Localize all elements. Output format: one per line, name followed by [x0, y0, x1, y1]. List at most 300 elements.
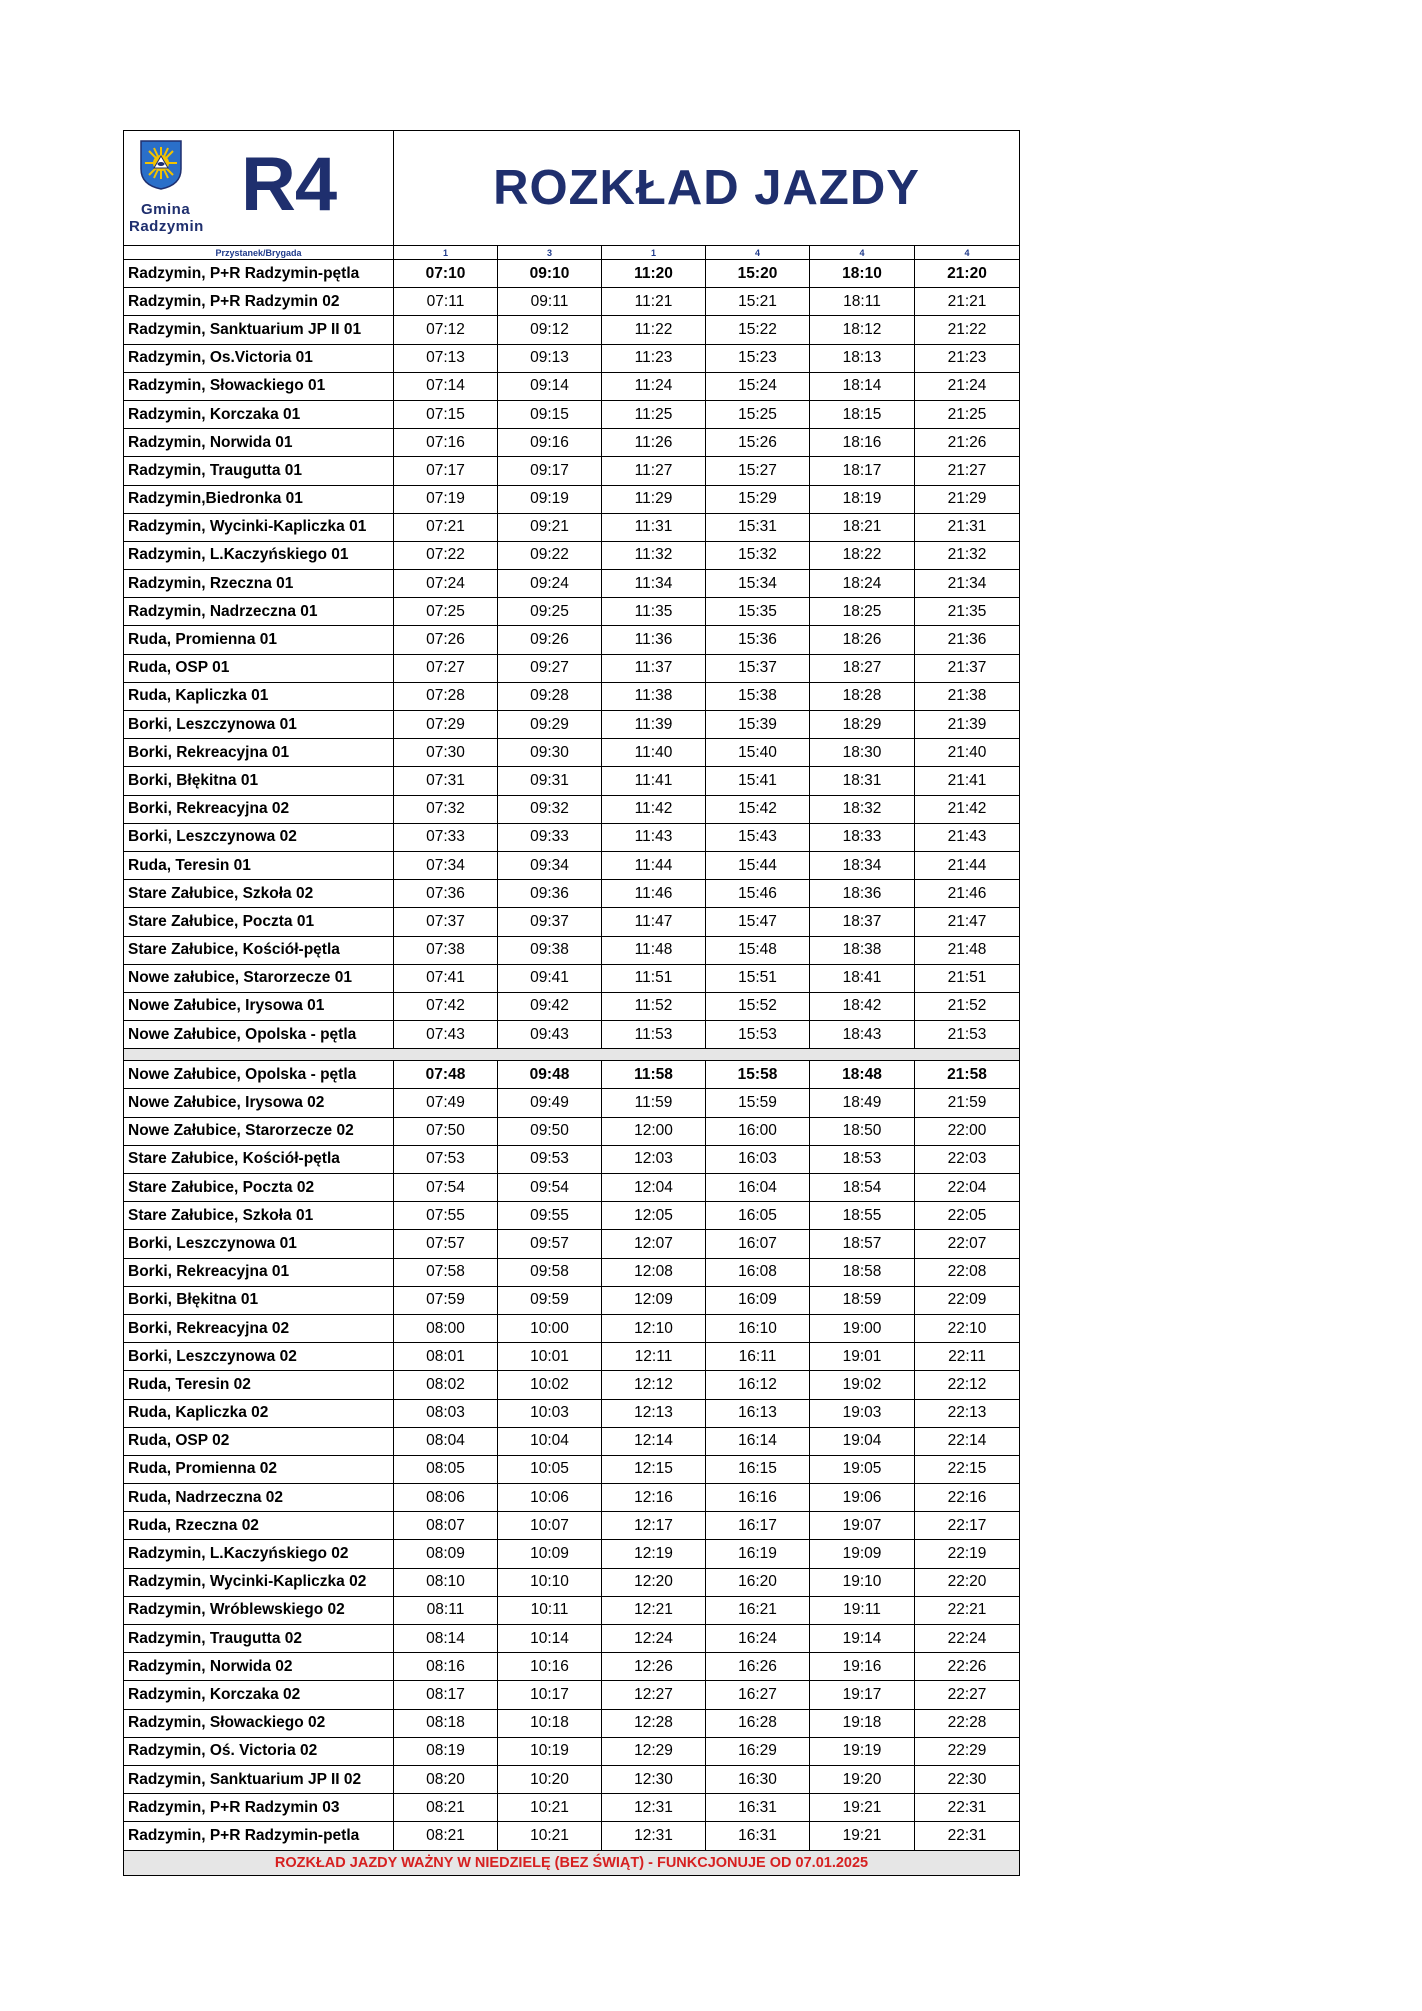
- departure-time: 07:41: [394, 964, 498, 992]
- stop-name: Ruda, Promienna 01: [124, 626, 394, 654]
- departure-time: 07:50: [394, 1117, 498, 1145]
- departure-time: 16:14: [706, 1427, 810, 1455]
- departure-time: 22:21: [915, 1596, 1020, 1624]
- departure-time: 15:38: [706, 682, 810, 710]
- departure-time: 09:48: [498, 1061, 602, 1089]
- departure-time: 11:43: [602, 823, 706, 851]
- timetable-row: [124, 1371, 1020, 1399]
- departure-time: 09:34: [498, 851, 602, 879]
- timetable-row: [124, 1512, 1020, 1540]
- departure-time: 11:58: [602, 1061, 706, 1089]
- departure-time: 21:32: [915, 541, 1020, 569]
- departure-time: 12:11: [602, 1343, 706, 1371]
- departure-time: 10:10: [498, 1568, 602, 1596]
- departure-time: 10:19: [498, 1737, 602, 1765]
- departure-time: 21:37: [915, 654, 1020, 682]
- departure-time: 11:27: [602, 457, 706, 485]
- departure-time: 22:14: [915, 1427, 1020, 1455]
- departure-time: 16:31: [706, 1822, 810, 1850]
- departure-time: 16:12: [706, 1371, 810, 1399]
- departure-time: 07:55: [394, 1202, 498, 1230]
- departure-time: 11:29: [602, 485, 706, 513]
- timetable-row: [124, 654, 1020, 682]
- stop-name: Stare Załubice, Kościół-pętla: [124, 1145, 394, 1173]
- timetable-row: [124, 682, 1020, 710]
- departure-time: 08:02: [394, 1371, 498, 1399]
- stop-name: Ruda, Nadrzeczna 02: [124, 1484, 394, 1512]
- departure-time: 18:37: [810, 908, 915, 936]
- departure-time: 08:03: [394, 1399, 498, 1427]
- departure-time: 22:29: [915, 1737, 1020, 1765]
- stop-name: Ruda, Teresin 02: [124, 1371, 394, 1399]
- departure-time: 18:29: [810, 711, 915, 739]
- timetable-row: [124, 992, 1020, 1020]
- departure-time: 09:16: [498, 429, 602, 457]
- departure-time: 08:16: [394, 1653, 498, 1681]
- stop-name: Radzymin, Norwida 01: [124, 429, 394, 457]
- logo-cell: [124, 131, 394, 246]
- departure-time: 19:11: [810, 1596, 915, 1624]
- departure-time: 09:59: [498, 1286, 602, 1314]
- stop-name: Borki, Leszczynowa 01: [124, 1230, 394, 1258]
- departure-time: 09:13: [498, 344, 602, 372]
- stop-name: Radzymin, Korczaka 02: [124, 1681, 394, 1709]
- departure-time: 09:25: [498, 598, 602, 626]
- departure-time: 21:21: [915, 288, 1020, 316]
- departure-time: 18:38: [810, 936, 915, 964]
- departure-time: 22:07: [915, 1230, 1020, 1258]
- departure-time: 16:24: [706, 1625, 810, 1653]
- departure-time: 11:31: [602, 513, 706, 541]
- departure-time: 15:32: [706, 541, 810, 569]
- municipality-name-line1: Gmina: [141, 201, 191, 218]
- departure-time: 15:22: [706, 316, 810, 344]
- timetable-row: [124, 513, 1020, 541]
- departure-time: 12:08: [602, 1258, 706, 1286]
- departure-time: 10:03: [498, 1399, 602, 1427]
- departure-time: 15:36: [706, 626, 810, 654]
- departure-time: 15:44: [706, 851, 810, 879]
- departure-time: 16:05: [706, 1202, 810, 1230]
- departure-time: 10:04: [498, 1427, 602, 1455]
- departure-time: 18:24: [810, 570, 915, 598]
- departure-time: 19:14: [810, 1625, 915, 1653]
- departure-time: 18:17: [810, 457, 915, 485]
- stop-name: Stare Załubice, Szkoła 02: [124, 880, 394, 908]
- departure-time: 10:17: [498, 1681, 602, 1709]
- departure-time: 15:46: [706, 880, 810, 908]
- departure-time: 09:24: [498, 570, 602, 598]
- departure-time: 07:24: [394, 570, 498, 598]
- departure-time: 22:05: [915, 1202, 1020, 1230]
- stop-name: Stare Załubice, Poczta 01: [124, 908, 394, 936]
- departure-time: 19:17: [810, 1681, 915, 1709]
- departure-time: 10:14: [498, 1625, 602, 1653]
- timetable-row: [124, 1568, 1020, 1596]
- departure-time: 12:14: [602, 1427, 706, 1455]
- departure-time: 07:42: [394, 992, 498, 1020]
- departure-time: 12:15: [602, 1455, 706, 1483]
- departure-time: 18:28: [810, 682, 915, 710]
- departure-time: 21:43: [915, 823, 1020, 851]
- timetable-row: [124, 400, 1020, 428]
- timetable-row: [124, 767, 1020, 795]
- departure-time: 19:09: [810, 1540, 915, 1568]
- stop-name: Radzymin, P+R Radzymin-petla: [124, 1822, 394, 1850]
- departure-time: 12:12: [602, 1371, 706, 1399]
- departure-time: 11:23: [602, 344, 706, 372]
- stop-name: Radzymin, Oś. Victoria 02: [124, 1737, 394, 1765]
- departure-time: 08:11: [394, 1596, 498, 1624]
- departure-time: 15:37: [706, 654, 810, 682]
- departure-time: 19:19: [810, 1737, 915, 1765]
- departure-time: 16:08: [706, 1258, 810, 1286]
- departure-time: 11:26: [602, 429, 706, 457]
- departure-time: 15:43: [706, 823, 810, 851]
- separator-cell: [124, 1049, 1020, 1061]
- departure-time: 09:19: [498, 485, 602, 513]
- departure-time: 09:17: [498, 457, 602, 485]
- departure-time: 15:23: [706, 344, 810, 372]
- departure-time: 15:27: [706, 457, 810, 485]
- departure-time: 16:10: [706, 1314, 810, 1342]
- departure-time: 07:32: [394, 795, 498, 823]
- timetable-row: [124, 1314, 1020, 1342]
- timetable-row: [124, 964, 1020, 992]
- stop-name: Radzymin, P+R Radzymin-pętla: [124, 260, 394, 288]
- departure-time: 21:53: [915, 1021, 1020, 1049]
- departure-time: 07:49: [394, 1089, 498, 1117]
- departure-time: 12:16: [602, 1484, 706, 1512]
- stop-name: Nowe załubice, Starorzecze 01: [124, 964, 394, 992]
- departure-time: 22:30: [915, 1765, 1020, 1793]
- departure-time: 18:27: [810, 654, 915, 682]
- departure-time: 09:14: [498, 372, 602, 400]
- departure-time: 11:38: [602, 682, 706, 710]
- brigade-number: 4: [915, 246, 1020, 260]
- departure-time: 07:28: [394, 682, 498, 710]
- departure-time: 09:43: [498, 1021, 602, 1049]
- departure-time: 16:11: [706, 1343, 810, 1371]
- timetable-row: [124, 372, 1020, 400]
- departure-time: 07:27: [394, 654, 498, 682]
- stop-name: Radzymin, Wycinki-Kapliczka 01: [124, 513, 394, 541]
- departure-time: 15:25: [706, 400, 810, 428]
- departure-time: 16:15: [706, 1455, 810, 1483]
- timetable-row: [124, 1174, 1020, 1202]
- departure-time: 22:20: [915, 1568, 1020, 1596]
- departure-time: 09:38: [498, 936, 602, 964]
- stop-name: Ruda, OSP 01: [124, 654, 394, 682]
- departure-time: 18:48: [810, 1061, 915, 1089]
- departure-time: 07:33: [394, 823, 498, 851]
- departure-time: 07:36: [394, 880, 498, 908]
- stop-name: Nowe Załubice, Opolska - pętla: [124, 1061, 394, 1089]
- stop-name: Borki, Rekreacyjna 01: [124, 1258, 394, 1286]
- departure-time: 19:16: [810, 1653, 915, 1681]
- departure-time: 12:20: [602, 1568, 706, 1596]
- departure-time: 16:04: [706, 1174, 810, 1202]
- brigade-number: 4: [810, 246, 915, 260]
- departure-time: 07:48: [394, 1061, 498, 1089]
- departure-time: 22:27: [915, 1681, 1020, 1709]
- departure-time: 21:25: [915, 400, 1020, 428]
- departure-time: 07:17: [394, 457, 498, 485]
- departure-time: 18:30: [810, 739, 915, 767]
- departure-time: 07:29: [394, 711, 498, 739]
- departure-time: 12:00: [602, 1117, 706, 1145]
- departure-time: 10:21: [498, 1822, 602, 1850]
- stop-name: Radzymin, Słowackiego 02: [124, 1709, 394, 1737]
- departure-time: 09:30: [498, 739, 602, 767]
- departure-time: 10:21: [498, 1794, 602, 1822]
- departure-time: 15:51: [706, 964, 810, 992]
- brigade-number: 1: [394, 246, 498, 260]
- departure-time: 15:29: [706, 485, 810, 513]
- departure-time: 18:25: [810, 598, 915, 626]
- departure-time: 08:20: [394, 1765, 498, 1793]
- timetable-row: [124, 1343, 1020, 1371]
- timetable-row: [124, 1089, 1020, 1117]
- departure-time: 19:06: [810, 1484, 915, 1512]
- stop-name: Radzymin, Traugutta 01: [124, 457, 394, 485]
- timetable-row: [124, 1286, 1020, 1314]
- timetable-row: [124, 1794, 1020, 1822]
- departure-time: 18:31: [810, 767, 915, 795]
- departure-time: 18:33: [810, 823, 915, 851]
- departure-time: 22:16: [915, 1484, 1020, 1512]
- brigade-number: 3: [498, 246, 602, 260]
- departure-time: 18:32: [810, 795, 915, 823]
- timetable-row: [124, 316, 1020, 344]
- stop-name: Radzymin, Os.Victoria 01: [124, 344, 394, 372]
- departure-time: 09:27: [498, 654, 602, 682]
- stop-name: Nowe Załubice, Starorzecze 02: [124, 1117, 394, 1145]
- departure-time: 15:42: [706, 795, 810, 823]
- departure-time: 12:19: [602, 1540, 706, 1568]
- timetable-row: [124, 1145, 1020, 1173]
- timetable-row: [124, 570, 1020, 598]
- departure-time: 10:11: [498, 1596, 602, 1624]
- stop-name: Radzymin, Słowackiego 01: [124, 372, 394, 400]
- departure-time: 10:16: [498, 1653, 602, 1681]
- departure-time: 09:53: [498, 1145, 602, 1173]
- departure-time: 12:27: [602, 1681, 706, 1709]
- timetable-row: [124, 1427, 1020, 1455]
- departure-time: 21:20: [915, 260, 1020, 288]
- departure-time: 10:18: [498, 1709, 602, 1737]
- departure-time: 12:28: [602, 1709, 706, 1737]
- departure-time: 16:27: [706, 1681, 810, 1709]
- stop-name: Radzymin, Traugutta 02: [124, 1625, 394, 1653]
- departure-time: 08:19: [394, 1737, 498, 1765]
- departure-time: 07:22: [394, 541, 498, 569]
- departure-time: 21:26: [915, 429, 1020, 457]
- departure-time: 22:31: [915, 1822, 1020, 1850]
- stop-name: Ruda, Teresin 01: [124, 851, 394, 879]
- departure-time: 21:41: [915, 767, 1020, 795]
- departure-time: 12:29: [602, 1737, 706, 1765]
- stop-name: Stare Załubice, Szkoła 01: [124, 1202, 394, 1230]
- departure-time: 12:30: [602, 1765, 706, 1793]
- direction-separator: [124, 1049, 1020, 1061]
- timetable-row: [124, 541, 1020, 569]
- departure-time: 11:21: [602, 288, 706, 316]
- departure-time: 21:31: [915, 513, 1020, 541]
- departure-time: 15:20: [706, 260, 810, 288]
- timetable-row: [124, 880, 1020, 908]
- departure-time: 11:34: [602, 570, 706, 598]
- departure-time: 16:13: [706, 1399, 810, 1427]
- timetable-row: [124, 1230, 1020, 1258]
- departure-time: 07:10: [394, 260, 498, 288]
- departure-time: 07:16: [394, 429, 498, 457]
- timetable-row: [124, 260, 1020, 288]
- departure-time: 09:29: [498, 711, 602, 739]
- departure-time: 15:31: [706, 513, 810, 541]
- timetable-row: [124, 344, 1020, 372]
- departure-time: 07:15: [394, 400, 498, 428]
- timetable-row: [124, 429, 1020, 457]
- departure-time: 19:05: [810, 1455, 915, 1483]
- departure-time: 21:35: [915, 598, 1020, 626]
- departure-time: 16:19: [706, 1540, 810, 1568]
- departure-time: 08:21: [394, 1822, 498, 1850]
- stop-name: Nowe Załubice, Irysowa 01: [124, 992, 394, 1020]
- stop-name: Nowe Załubice, Opolska - pętla: [124, 1021, 394, 1049]
- departure-time: 09:22: [498, 541, 602, 569]
- departure-time: 15:59: [706, 1089, 810, 1117]
- departure-time: 16:21: [706, 1596, 810, 1624]
- stop-name: Radzymin, Sanktuarium JP II 02: [124, 1765, 394, 1793]
- departure-time: 18:13: [810, 344, 915, 372]
- departure-time: 07:34: [394, 851, 498, 879]
- stop-name: Ruda, Rzeczna 02: [124, 1512, 394, 1540]
- timetable-row: [124, 1653, 1020, 1681]
- departure-time: 19:03: [810, 1399, 915, 1427]
- departure-time: 18:43: [810, 1021, 915, 1049]
- route-number: R4: [241, 142, 337, 227]
- departure-time: 18:12: [810, 316, 915, 344]
- timetable-row: [124, 1709, 1020, 1737]
- departure-time: 22:13: [915, 1399, 1020, 1427]
- departure-time: 22:11: [915, 1343, 1020, 1371]
- departure-time: 19:10: [810, 1568, 915, 1596]
- departure-time: 15:53: [706, 1021, 810, 1049]
- stop-name: Stare Załubice, Kościół-pętla: [124, 936, 394, 964]
- departure-time: 12:03: [602, 1145, 706, 1173]
- departure-time: 21:34: [915, 570, 1020, 598]
- departure-time: 11:40: [602, 739, 706, 767]
- departure-time: 11:51: [602, 964, 706, 992]
- stop-name: Ruda, Promienna 02: [124, 1455, 394, 1483]
- departure-time: 10:00: [498, 1314, 602, 1342]
- departure-time: 18:49: [810, 1089, 915, 1117]
- departure-time: 16:30: [706, 1765, 810, 1793]
- stop-name: Radzymin, Rzeczna 01: [124, 570, 394, 598]
- departure-time: 21:47: [915, 908, 1020, 936]
- departure-time: 09:49: [498, 1089, 602, 1117]
- departure-time: 07:13: [394, 344, 498, 372]
- departure-time: 21:36: [915, 626, 1020, 654]
- departure-time: 09:21: [498, 513, 602, 541]
- stop-name: Borki, Leszczynowa 02: [124, 823, 394, 851]
- departure-time: 18:11: [810, 288, 915, 316]
- stop-name: Radzymin, Nadrzeczna 01: [124, 598, 394, 626]
- departure-time: 12:13: [602, 1399, 706, 1427]
- departure-time: 09:32: [498, 795, 602, 823]
- departure-time: 18:36: [810, 880, 915, 908]
- departure-time: 08:21: [394, 1794, 498, 1822]
- departure-time: 21:46: [915, 880, 1020, 908]
- departure-time: 12:05: [602, 1202, 706, 1230]
- departure-time: 19:00: [810, 1314, 915, 1342]
- stop-name: Radzymin, Sanktuarium JP II 01: [124, 316, 394, 344]
- departure-time: 11:24: [602, 372, 706, 400]
- departure-time: 07:54: [394, 1174, 498, 1202]
- departure-time: 18:34: [810, 851, 915, 879]
- departure-time: 21:44: [915, 851, 1020, 879]
- timetable-row: [124, 739, 1020, 767]
- departure-time: 07:43: [394, 1021, 498, 1049]
- timetable-row: [124, 1484, 1020, 1512]
- timetable-row: [124, 1625, 1020, 1653]
- departure-time: 22:26: [915, 1653, 1020, 1681]
- timetable-row: [124, 1681, 1020, 1709]
- stop-name: Ruda, Kapliczka 02: [124, 1399, 394, 1427]
- departure-time: 22:08: [915, 1258, 1020, 1286]
- departure-time: 18:42: [810, 992, 915, 1020]
- departure-time: 21:27: [915, 457, 1020, 485]
- departure-time: 18:10: [810, 260, 915, 288]
- departure-time: 21:58: [915, 1061, 1020, 1089]
- departure-time: 21:40: [915, 739, 1020, 767]
- departure-time: 16:26: [706, 1653, 810, 1681]
- departure-time: 16:16: [706, 1484, 810, 1512]
- departure-time: 07:31: [394, 767, 498, 795]
- departure-time: 22:17: [915, 1512, 1020, 1540]
- departure-time: 10:09: [498, 1540, 602, 1568]
- stop-name: Radzymin,Biedronka 01: [124, 485, 394, 513]
- stop-name: Radzymin, Norwida 02: [124, 1653, 394, 1681]
- departure-time: 11:42: [602, 795, 706, 823]
- page-title: ROZKŁAD JAZDY: [394, 131, 1020, 246]
- timetable-row: [124, 795, 1020, 823]
- departure-time: 19:02: [810, 1371, 915, 1399]
- departure-time: 22:31: [915, 1794, 1020, 1822]
- departure-time: 07:12: [394, 316, 498, 344]
- stop-name: Ruda, Kapliczka 01: [124, 682, 394, 710]
- departure-time: 18:54: [810, 1174, 915, 1202]
- timetable-sheet: [123, 130, 1019, 1876]
- departure-time: 19:07: [810, 1512, 915, 1540]
- departure-time: 19:04: [810, 1427, 915, 1455]
- timetable-row: [124, 1202, 1020, 1230]
- departure-time: 11:37: [602, 654, 706, 682]
- stop-name: Ruda, OSP 02: [124, 1427, 394, 1455]
- timetable-row: [124, 823, 1020, 851]
- departure-time: 09:42: [498, 992, 602, 1020]
- departure-time: 15:24: [706, 372, 810, 400]
- departure-time: 12:21: [602, 1596, 706, 1624]
- departure-time: 15:48: [706, 936, 810, 964]
- departure-time: 09:58: [498, 1258, 602, 1286]
- departure-time: 07:30: [394, 739, 498, 767]
- departure-time: 08:14: [394, 1625, 498, 1653]
- departure-time: 07:25: [394, 598, 498, 626]
- departure-time: 09:31: [498, 767, 602, 795]
- departure-time: 12:04: [602, 1174, 706, 1202]
